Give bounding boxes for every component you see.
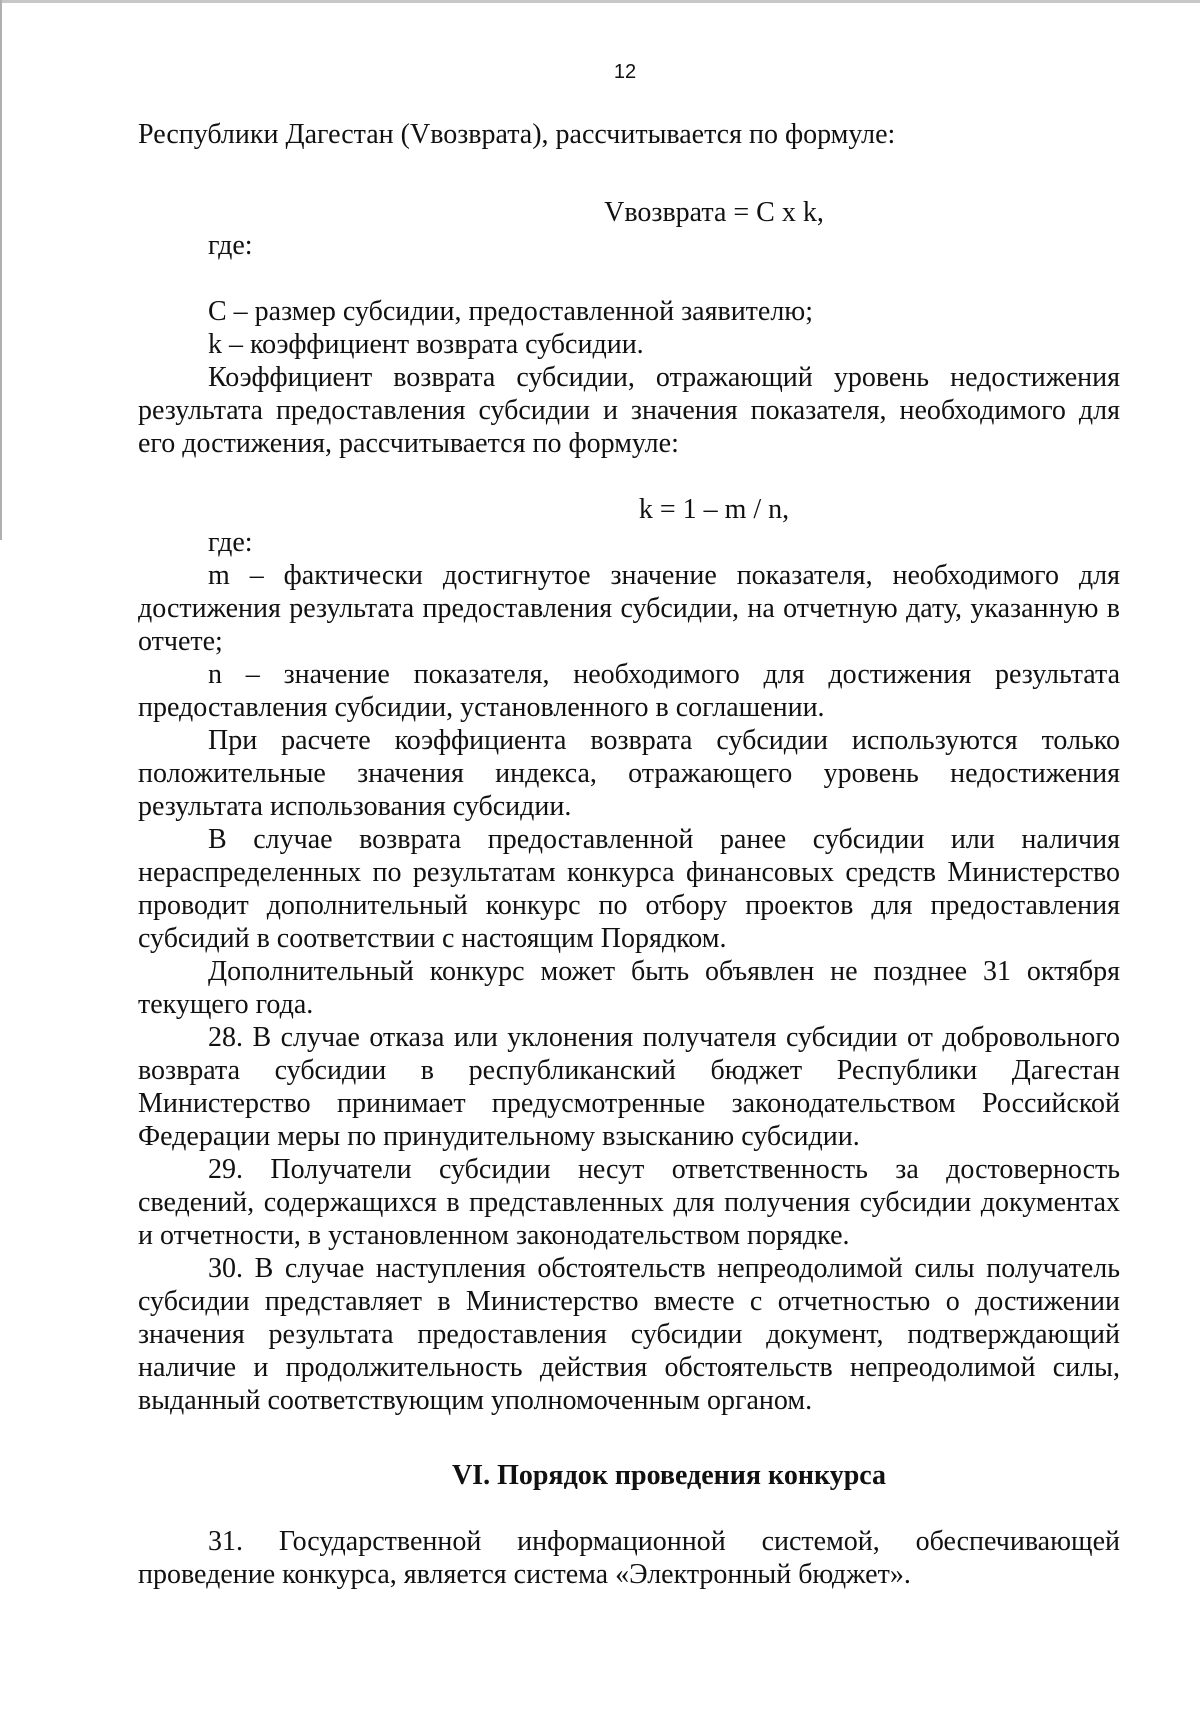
paragraph-deadline: Дополнительный конкурс может быть объявлен не позднее 31 октября текущего года. (138, 956, 1120, 1020)
paragraph-item-28: 28. В случае отказа или уклонения получателя субсидии от добровольного возврата субсидии в республиканский бюджет Республики Дагестан Министерство принимает предусмотренные законодательством Российской Федерации меры по принудительному взысканию субсидии. (138, 1022, 1120, 1152)
definition-k: k – коэффициент возврата субсидии. (208, 329, 644, 360)
section-heading: VI. Порядок проведения конкурса (451, 1460, 887, 1491)
formula-return-volume: Vвозврата = C x k, (604, 197, 824, 228)
formula-coefficient: k = 1 – m / n, (638, 494, 790, 525)
scan-edge-top (0, 0, 1200, 3)
paragraph-k-formula-intro: Коэффициент возврата субсидии, отражающий уровень недостижения результата предоставления субсидии и значения показателя, необходимого для его достижения, рассчитывается по формуле: (138, 362, 1120, 459)
paragraph-item-30: 30. В случае наступления обстоятельств непреодолимой силы получатель субсидии представляет в Министерство вместе с отчетностью о достижении значения результата предоставления субсидии документ, подтверждающий наличие и продолжительность действия обстоятельств непреодолимой силы, выданный соответствующим уполномоченным органом. (138, 1253, 1120, 1416)
page-number: 12 (613, 61, 637, 83)
where-label-2: где: (208, 527, 253, 558)
where-label: где: (208, 230, 253, 261)
document-body (138, 118, 1120, 1591)
definition-n: n – значение показателя, необходимого для достижения результата предоставления субсидии, установленного в соглашении. (138, 659, 1120, 723)
paragraph-item-31: 31. Государственной информационной системой, обеспечивающей проведение конкурса, является система «Электронный бюджет». (138, 1526, 1120, 1590)
definition-c: C – размер субсидии, предоставленной заявителю; (208, 296, 814, 327)
intro-line: Республики Дагестан (Vвозврата), рассчитывается по формуле: (138, 119, 896, 150)
paragraph-additional-contest: В случае возврата предоставленной ранее субсидии или наличия нераспределенных по результатам конкурса финансовых средств Министерство проводит дополнительный конкурс по отбору проектов для предоставления субсидий в соответствии с настоящим Порядком. (138, 824, 1120, 954)
definition-m: m – фактически достигнутое значение показателя, необходимого для достижения результата предоставления субсидии, на отчетную дату, указанную в отчете; (138, 560, 1120, 657)
paragraph-positive-values: При расчете коэффициента возврата субсидии используются только положительные значения индекса, отражающего уровень недостижения результата использования субсидии. (138, 725, 1120, 822)
paragraph-item-29: 29. Получатели субсидии несут ответственность за достоверность сведений, содержащихся в представленных для получения субсидии документах и отчетности, в установленном законодательством порядке. (138, 1154, 1120, 1251)
